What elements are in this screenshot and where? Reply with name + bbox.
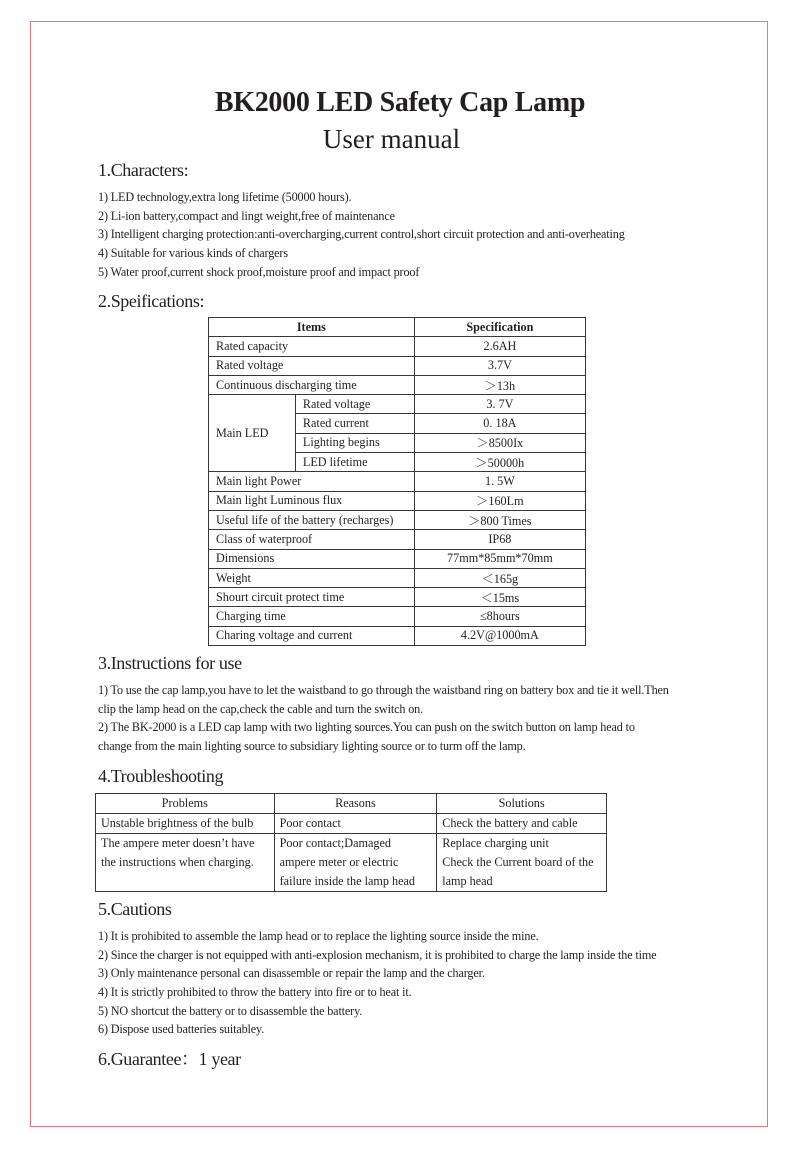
solution-cell xyxy=(437,834,607,892)
spec-value: 4.2V@1000mA xyxy=(414,626,585,645)
reason-text: failure inside the lamp head xyxy=(279,874,415,888)
header-reasons: Reasons xyxy=(274,794,437,814)
spec-item: Dimensions xyxy=(209,549,415,568)
table-row xyxy=(209,568,586,587)
table-row xyxy=(209,472,586,491)
spec-item: Rated current xyxy=(295,414,414,433)
table-row xyxy=(209,491,586,510)
table-row xyxy=(209,337,586,356)
cautions-heading: 5.Cautions xyxy=(98,899,172,919)
instructions-line: clip the lamp head on the cap,check the cable and turn the switch on. xyxy=(98,701,424,716)
spec-item: LED lifetime xyxy=(295,453,414,472)
problem-cell xyxy=(96,814,275,834)
table-header-row xyxy=(96,794,607,814)
table-row xyxy=(209,395,586,414)
list-item: 1) It is prohibited to assemble the lamp head or to replace the lighting source inside the mine. xyxy=(98,929,539,943)
spec-item: Rated voltage xyxy=(295,395,414,414)
characters-list xyxy=(98,188,625,281)
instructions-text xyxy=(98,681,718,756)
table-row xyxy=(209,510,586,529)
spec-item: Charging time xyxy=(209,607,415,626)
table-row xyxy=(209,626,586,645)
spec-item: Class of waterproof xyxy=(209,530,415,549)
list-item: 4) Suitable for various kinds of chargers xyxy=(98,246,288,261)
spec-group-label: Main LED xyxy=(209,395,296,472)
instructions-line: 1) To use the cap lamp,you have to let the waistband to go through the waistband ring on battery box and tie it well.Then xyxy=(98,683,669,697)
header-solutions: Solutions xyxy=(437,794,607,814)
spec-item: Rated capacity xyxy=(209,337,415,356)
spec-item: Weight xyxy=(209,568,415,587)
table-row xyxy=(209,588,586,607)
header-problems: Problems xyxy=(96,794,275,814)
spec-value: ＞50000h xyxy=(414,453,585,472)
instructions-line: 2) The BK-2000 is a LED cap lamp with two lighting sources.You can push on the switch button on lamp head to xyxy=(98,720,635,735)
problem-text: the instructions when charging. xyxy=(101,855,254,869)
list-item: 5) NO shortcut the battery or to disassemble the battery. xyxy=(98,1003,363,1018)
solution-text: Check the Current board of the xyxy=(442,855,594,869)
list-item: 5) Water proof,current shock proof,moisture proof and impact proof xyxy=(98,264,420,279)
solution-text: Check the battery and cable xyxy=(442,816,578,830)
spec-item: Continuous discharging time xyxy=(209,375,415,394)
instructions-heading: 3.Instructions for use xyxy=(98,653,242,673)
spec-value: 3.7V xyxy=(414,356,585,375)
list-item: 6) Dispose used batteries suitabley. xyxy=(98,1022,265,1037)
spec-value: 3. 7V xyxy=(414,395,585,414)
document-title: BK2000 LED Safety Cap Lamp xyxy=(214,87,586,118)
list-item: 4) It is strictly prohibited to throw the battery into fire or to heat it. xyxy=(98,985,412,1000)
table-row xyxy=(209,356,586,375)
spec-item: Useful life of the battery (recharges) xyxy=(209,510,415,529)
table-row xyxy=(209,375,586,394)
list-item: 3) Intelligent charging protection:anti-overcharging,current control,short circuit protection and anti-overheating xyxy=(98,227,625,242)
list-item: 2) Since the charger is not equipped with anti-explosion mechanism, it is prohibited to charge the lamp inside the time xyxy=(98,947,657,962)
solution-text: Replace charging unit xyxy=(442,836,549,850)
solution-cell xyxy=(437,814,607,834)
specifications-heading: 2.Speifications: xyxy=(98,291,205,311)
table-row xyxy=(96,814,607,834)
spec-value: ＞160Lm xyxy=(414,491,585,510)
problem-cell xyxy=(96,834,275,892)
table-row xyxy=(209,607,586,626)
spec-value: 77mm*85mm*70mm xyxy=(414,549,585,568)
solution-text: lamp head xyxy=(442,874,493,888)
list-item: 3) Only maintenance personal can disassemble or repair the lamp and the charger. xyxy=(98,966,485,981)
instructions-line: change from the main lighting source to subsidiary lighting source or to turm off the lamp. xyxy=(98,739,526,754)
spec-value: ＜15ms xyxy=(414,588,585,607)
spec-item: Main light Luminous flux xyxy=(209,491,415,510)
spec-item: Charing voltage and current xyxy=(209,626,415,645)
table-row xyxy=(96,834,607,892)
spec-item: Shourt circuit protect time xyxy=(209,588,415,607)
spec-item: Lighting begins xyxy=(295,433,414,452)
header-items: Items xyxy=(209,318,415,337)
problem-text: Unstable brightness of the bulb xyxy=(101,816,254,830)
reason-text: ampere meter or electric xyxy=(279,855,399,869)
table-header-row xyxy=(209,318,586,337)
problem-text: The ampere meter doesn’t have xyxy=(101,836,255,850)
spec-value: ＞13h xyxy=(414,375,585,394)
cautions-list xyxy=(98,927,656,1039)
reason-cell xyxy=(274,814,437,834)
reason-text: Poor contact xyxy=(279,816,341,830)
spec-item: Main light Power xyxy=(209,472,415,491)
spec-value: ＞8500Ix xyxy=(414,433,585,452)
spec-value: 2.6AH xyxy=(414,337,585,356)
spec-value: ＞800 Times xyxy=(414,510,585,529)
guarantee-heading: 6.Guarantee：1 year xyxy=(98,1049,241,1069)
header-specification: Specification xyxy=(414,318,585,337)
reason-cell xyxy=(274,834,437,892)
table-row xyxy=(209,530,586,549)
list-item: 1) LED technology,extra long lifetime (50000 hours). xyxy=(98,190,352,204)
spec-value: 0. 18A xyxy=(414,414,585,433)
reason-text: Poor contact;Damaged xyxy=(279,836,391,850)
characters-heading: 1.Characters: xyxy=(98,160,189,180)
spec-item: Rated voltage xyxy=(209,356,415,375)
specifications-table xyxy=(208,317,586,646)
list-item: 2) Li-ion battery,compact and lingt weight,free of maintenance xyxy=(98,208,395,223)
table-row xyxy=(209,549,586,568)
spec-value: IP68 xyxy=(414,530,585,549)
spec-value: ≤8hours xyxy=(414,607,585,626)
spec-value: ＜165g xyxy=(414,568,585,587)
spec-value: 1. 5W xyxy=(414,472,585,491)
troubleshooting-table xyxy=(95,793,607,892)
document-subtitle: User manual xyxy=(322,124,461,154)
troubleshooting-heading: 4.Troubleshooting xyxy=(98,766,224,786)
